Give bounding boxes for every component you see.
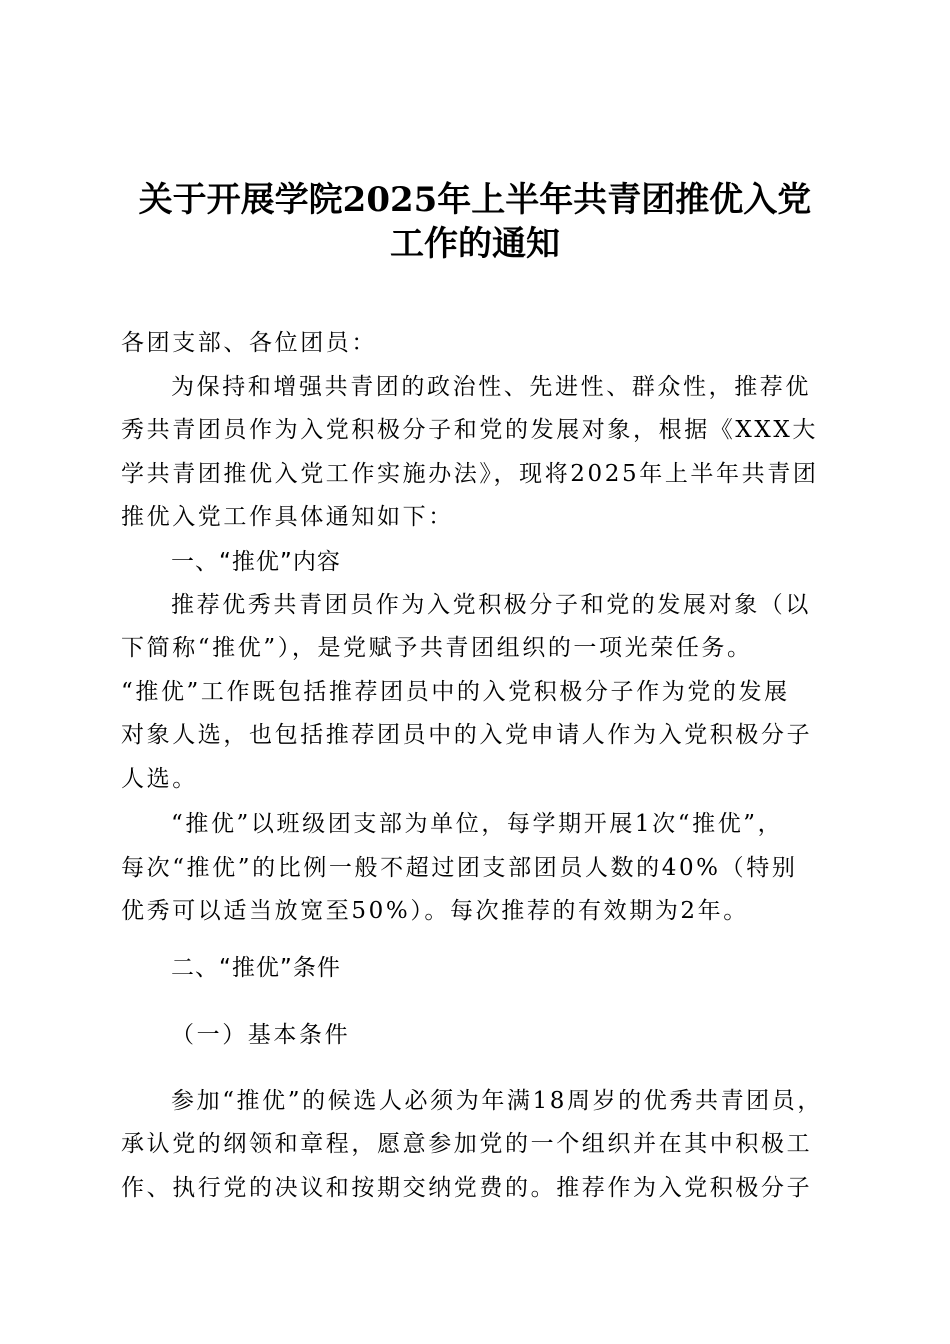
s1p1-line-3: “推优”工作既包括推荐团员中的入党积极分子作为党的发展	[121, 678, 790, 705]
title-line-1: 关于开展学院2025年上半年共青团推优入党	[138, 180, 812, 220]
s1p1-line-2: 下简称“推优”），是党赋予共青团组织的一项光荣任务。	[121, 635, 753, 661]
section1-paragraph-2	[121, 803, 821, 934]
section1-paragraph-1	[121, 584, 821, 802]
s1p2-line-1: “推优”以班级团支部为单位，每学期开展1次“推优”，	[171, 811, 784, 837]
s1p1-line-1: 推荐优秀共青团员作为入党积极分子和党的发展对象（以	[171, 591, 811, 618]
intro-paragraph	[121, 366, 821, 540]
section2-heading: 二、“推优”条件	[171, 954, 341, 981]
intro-line-2: 秀共青团员作为入党积极分子和党的发展对象，根据《XXX大	[121, 417, 818, 443]
s1p1-line-4: 对象人选，也包括推荐团员中的入党申请人作为入党积极分子	[121, 722, 813, 748]
title-line-2: 工作的通知	[390, 224, 560, 264]
salutation: 各团支部、各位团员：	[121, 330, 377, 356]
s1p2-line-2: 每次“推优”的比例一般不超过团支部团员人数的40%（特别	[121, 854, 798, 881]
section1-heading: 一、“推优”内容	[171, 548, 341, 575]
intro-line-1: 为保持和增强共青团的政治性、先进性、群众性，推荐优	[171, 373, 811, 400]
intro-line-4: 推优入党工作具体通知如下：	[121, 504, 454, 530]
section2-paragraph-1	[121, 1080, 821, 1211]
section2-subheading: （一）基本条件	[171, 1021, 351, 1048]
document-title	[100, 178, 850, 266]
s2p1-line-2: 承认党的纲领和章程，愿意参加党的一个组织并在其中积极工	[121, 1131, 813, 1157]
s1p2-line-3: 优秀可以适当放宽至50%）。每次推荐的有效期为2年。	[121, 898, 749, 924]
intro-line-3: 学共青团推优入党工作实施办法》，现将2025年上半年共青团	[121, 460, 819, 487]
s2p1-line-1: 参加“推优”的候选人必须为年满18周岁的优秀共青团员，	[171, 1087, 823, 1114]
s1p1-line-5: 人选。	[121, 765, 198, 792]
s2p1-line-3: 作、执行党的决议和按期交纳党费的。推荐作为入党积极分子	[121, 1174, 813, 1201]
document-body	[121, 322, 821, 1210]
